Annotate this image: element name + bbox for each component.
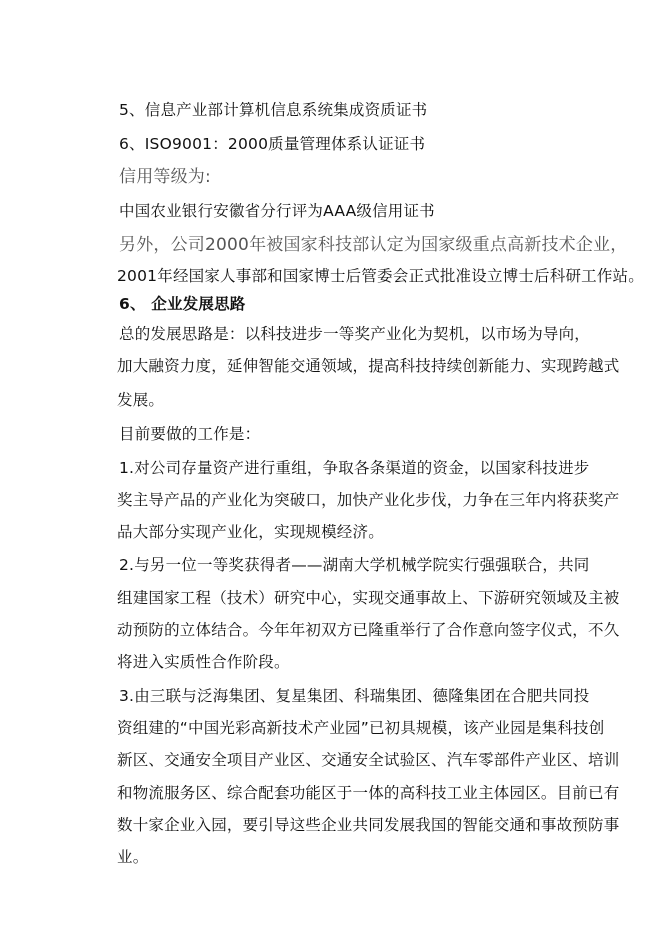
work-item-3-line-3: 新区、交通安全项目产业区、交通安全试验区、汽车零部件产业区、培训 xyxy=(117,751,620,769)
credit-rating-value: 中国农业银行安徽省分行评为AAA级信用证书 xyxy=(119,202,435,220)
work-item-3-line-2: 资组建的“中国光彩高新技术产业园”已初具规模，该产业园是集科技创 xyxy=(117,719,605,737)
work-item-3-line-4: 和物流服务区、综合配套功能区于一体的高科技工业主体园区。目前已有 xyxy=(117,784,620,802)
work-item-3-line-6: 业。 xyxy=(117,848,149,866)
strategy-line-3: 发展。 xyxy=(117,391,165,409)
section-heading: 6、 企业发展思路 xyxy=(119,295,246,313)
strategy-line-2: 加大融资力度，延伸智能交通领域，提高科技持续创新能力、实现跨越式 xyxy=(117,357,620,375)
work-item-2-line-4: 将进入实质性合作阶段。 xyxy=(117,653,290,671)
work-item-3-line-5: 数十家企业入园，要引导这些企业共同发展我国的智能交通和事故预防事 xyxy=(117,816,620,834)
cert-item-6: 6、ISO9001：2000质量管理体系认证证书 xyxy=(119,135,426,153)
strategy-line-1: 总的发展思路是：以科技进步一等奖产业化为契机，以市场为导向， xyxy=(119,325,591,343)
work-item-1-line-3: 品大部分实现产业化，实现规模经济。 xyxy=(117,523,384,541)
work-item-1-line-2: 奖主导产品的产业化为突破口，加快产业化步伐，力争在三年内将获奖产 xyxy=(117,491,620,509)
work-item-1-line-1: 1.对公司存量资产进行重组，争取各条渠道的资金，以国家科技进步 xyxy=(119,459,590,477)
work-item-3-line-1: 3.由三联与泛海集团、复星集团、科瑞集团、德隆集团在合肥共同投 xyxy=(119,687,590,705)
additional-info-line-2: 2001年经国家人事部和国家博士后管委会正式批准设立博士后科研工作站。 xyxy=(117,267,644,285)
current-work-label: 目前要做的工作是： xyxy=(119,425,261,443)
cert-item-5: 5、信息产业部计算机信息系统集成资质证书 xyxy=(119,101,428,119)
additional-info-line-1: 另外，公司2000年被国家科技部认定为国家级重点高新技术企业， xyxy=(119,235,628,255)
work-item-2-line-3: 动预防的立体结合。今年年初双方已隆重举行了合作意向签字仪式，不久 xyxy=(117,621,620,639)
work-item-2-line-2: 组建国家工程（技术）研究中心，实现交通事故上、下游研究领域及主被 xyxy=(117,589,620,607)
credit-rating-label: 信用等级为: xyxy=(119,167,211,187)
work-item-2-line-1: 2.与另一位一等奖获得者——湖南大学机械学院实行强强联合，共同 xyxy=(119,556,590,574)
